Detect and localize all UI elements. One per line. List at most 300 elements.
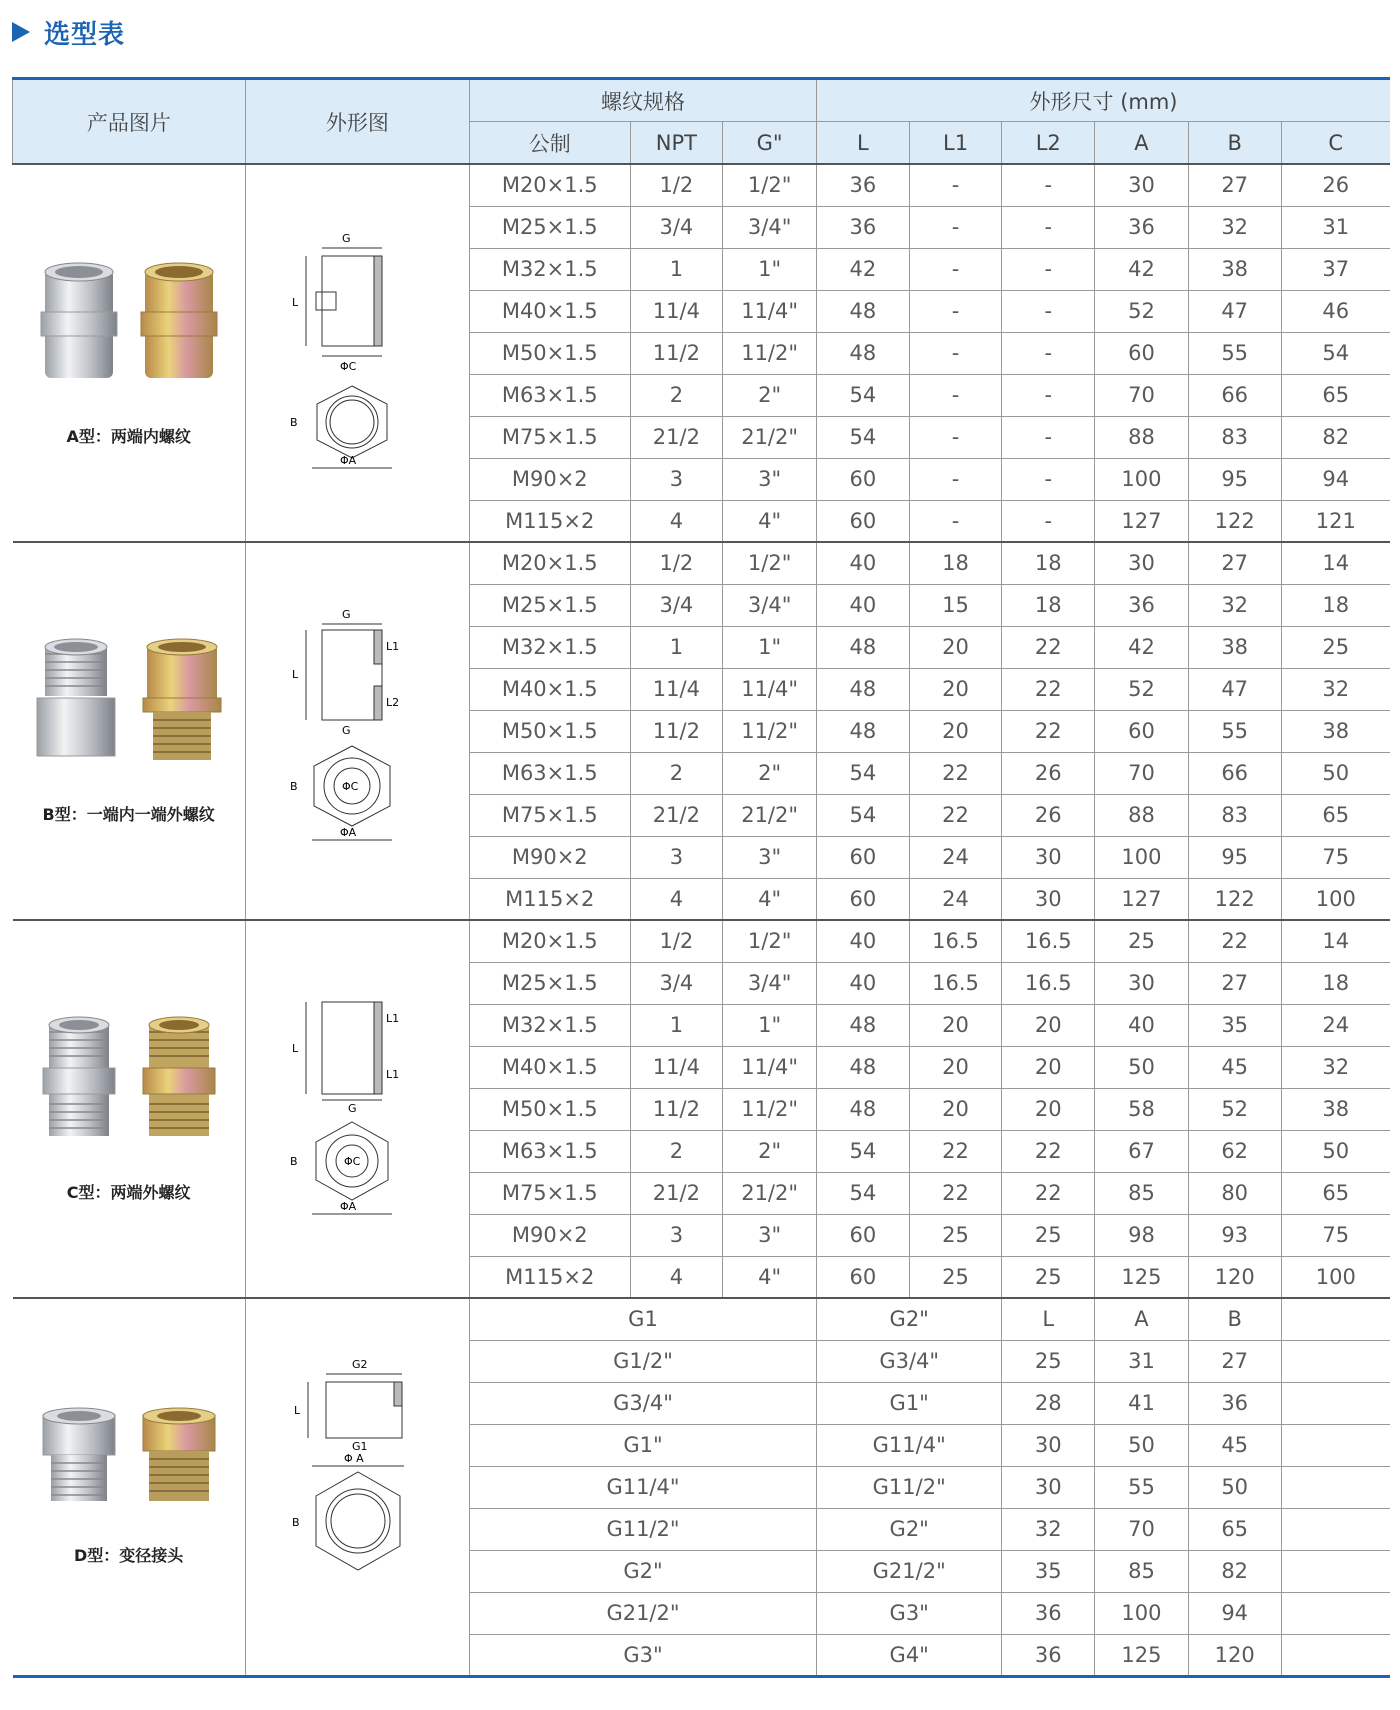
cell: M32×1.5 [469,248,630,290]
cell: 11/2" [723,710,817,752]
cell: 98 [1095,1214,1189,1256]
header-drawing: 外形图 [245,79,469,165]
cell: 3/4" [723,584,817,626]
drawing-label: G2 [352,1358,368,1372]
cell: 48 [817,1088,910,1130]
cell: 55 [1188,332,1281,374]
cell: 30 [1095,164,1189,206]
cell: 22 [909,1130,1002,1172]
cell: 3 [630,836,723,878]
cell: 60 [1095,710,1189,752]
cell: M25×1.5 [469,584,630,626]
cell: G11/2" [817,1466,1002,1508]
cell: 18 [1281,584,1390,626]
cell: 21/2" [723,1172,817,1214]
cell: 20 [909,710,1002,752]
cell: 25 [1002,1256,1095,1298]
cell: G2" [469,1550,816,1592]
cell: G1" [469,1424,816,1466]
cell: 121 [1281,500,1390,542]
cell: 18 [909,542,1002,584]
cell: 1 [630,626,723,668]
cell: 48 [817,1046,910,1088]
drawing-label: B [290,1154,298,1168]
cell: M40×1.5 [469,668,630,710]
cell: 32 [1188,206,1281,248]
cell: M32×1.5 [469,1004,630,1046]
drawing-label: ΦC [340,359,357,373]
cell: 31 [1281,206,1390,248]
cell: 24 [909,878,1002,920]
cell: 1 [630,248,723,290]
triangle-bullet-icon [12,22,30,42]
cell: 54 [817,752,910,794]
drawing-label: G1 [352,1440,368,1454]
cell: 25 [909,1214,1002,1256]
cell: 42 [1095,248,1189,290]
col-header: 公制 [469,122,630,165]
drawing-label: G [348,1101,357,1115]
cell [1281,1298,1390,1340]
cell: 11/4" [723,668,817,710]
cell: 60 [1095,332,1189,374]
cell: G11/4" [469,1466,816,1508]
cell: 21/2" [723,794,817,836]
cell: 30 [1002,836,1095,878]
cell: 93 [1188,1214,1281,1256]
cell: 24 [1281,1004,1390,1046]
cell: - [1002,164,1095,206]
col-header: L [817,122,910,165]
drawing-label: L1 [386,1067,400,1081]
cell: 40 [817,542,910,584]
cell: 36 [1095,206,1189,248]
cell: - [1002,500,1095,542]
cell: 2" [723,374,817,416]
section-title [12,14,125,50]
cell: 65 [1188,1508,1281,1550]
cell: 54 [817,794,910,836]
cell [1281,1592,1390,1634]
cell: 1" [723,626,817,668]
cell: 52 [1188,1088,1281,1130]
cell: 25 [1002,1340,1095,1382]
cell: 30 [1002,1424,1095,1466]
cell: 38 [1188,626,1281,668]
technical-drawing-icon [282,604,432,854]
cell: 65 [1281,374,1390,416]
cell: 11/2 [630,1088,723,1130]
cell: 75 [1281,836,1390,878]
cell: 30 [1095,962,1189,1004]
cell: 122 [1188,500,1281,542]
cell: 65 [1281,794,1390,836]
cell: 46 [1281,290,1390,332]
cell: 1/2" [723,164,817,206]
chrome-reducer-icon [39,1407,119,1507]
cell: 4 [630,878,723,920]
cell: 22 [1002,710,1095,752]
cell: 1/2 [630,920,723,962]
cell: G2" [817,1298,1002,1340]
col-header: L2 [1002,122,1095,165]
cell: 82 [1188,1550,1281,1592]
cell: 36 [1002,1634,1095,1676]
cell: 25 [1281,626,1390,668]
cell: 28 [1002,1382,1095,1424]
cell: 80 [1188,1172,1281,1214]
cell: 48 [817,290,910,332]
cell: 48 [817,626,910,668]
cell: 16.5 [1002,920,1095,962]
cell: 1" [723,248,817,290]
cell [1281,1508,1390,1550]
cell: 55 [1095,1466,1189,1508]
cell: 4 [630,500,723,542]
cell: 54 [817,374,910,416]
drawing-label: L [292,295,299,309]
product-photo-a [13,164,246,542]
cell: - [909,374,1002,416]
drawing-label: L [292,667,299,681]
cell: 14 [1281,542,1390,584]
cell [1281,1466,1390,1508]
cell: M90×2 [469,836,630,878]
product-photo-b [13,542,246,920]
cell: 50 [1188,1466,1281,1508]
cell: M63×1.5 [469,1130,630,1172]
cell: 4" [723,500,817,542]
cell: 42 [817,248,910,290]
cell: 27 [1188,1340,1281,1382]
cell: 16.5 [909,920,1002,962]
cell: 22 [1002,668,1095,710]
cell: 82 [1281,416,1390,458]
cell: 1/2 [630,164,723,206]
technical-drawing-icon [282,1354,432,1614]
cell: G11/2" [469,1508,816,1550]
cell: 54 [817,1130,910,1172]
cell: M115×2 [469,500,630,542]
col-header: A [1095,122,1189,165]
cell: 67 [1095,1130,1189,1172]
cell: 95 [1188,836,1281,878]
cell: 22 [1002,626,1095,668]
cell: - [909,206,1002,248]
cell: M32×1.5 [469,626,630,668]
cell: 20 [909,626,1002,668]
cell: 94 [1188,1592,1281,1634]
cell: 11/2 [630,332,723,374]
cell: 1/2" [723,920,817,962]
cell: - [1002,290,1095,332]
cell: - [909,290,1002,332]
cell: 48 [817,1004,910,1046]
cell: 26 [1002,794,1095,836]
cell: L [1002,1298,1095,1340]
cell: - [909,248,1002,290]
cell: 38 [1281,1088,1390,1130]
cell: 30 [1095,542,1189,584]
cell: - [909,164,1002,206]
cell: 2 [630,1130,723,1172]
cell: 11/4 [630,1046,723,1088]
caption-type-b: B型：一端内一端外螺纹 [42,804,215,824]
cell: 58 [1095,1088,1189,1130]
cell: 62 [1188,1130,1281,1172]
cell: 20 [909,668,1002,710]
cell: 21/2 [630,416,723,458]
cell: 26 [1281,164,1390,206]
cell: 32 [1188,584,1281,626]
cell: 65 [1281,1172,1390,1214]
cell: - [909,458,1002,500]
drawing-label: L2 [386,695,400,709]
cell: 36 [817,164,910,206]
cell: 55 [1188,710,1281,752]
drawing-label: B [290,415,298,429]
cell: 122 [1188,878,1281,920]
cell: G1" [817,1382,1002,1424]
cell: 38 [1281,710,1390,752]
cell: 120 [1188,1634,1281,1676]
cell: 100 [1281,1256,1390,1298]
cell: 26 [1002,752,1095,794]
cell: 22 [909,1172,1002,1214]
cell: 36 [1188,1382,1281,1424]
cell: 36 [1002,1592,1095,1634]
brass-nipple-icon [139,1016,219,1144]
cell: 36 [1095,584,1189,626]
cell: 83 [1188,416,1281,458]
col-header: B [1188,122,1281,165]
cell: 20 [909,1004,1002,1046]
cell: G3" [469,1634,816,1676]
cell: 3 [630,1214,723,1256]
cell: 35 [1002,1550,1095,1592]
cell: 22 [1002,1172,1095,1214]
cell: 40 [817,584,910,626]
cell: 3/4 [630,206,723,248]
cell: 20 [1002,1046,1095,1088]
cell: 35 [1188,1004,1281,1046]
page-title: 选型表 [44,19,126,50]
brass-adapter-icon [139,638,225,766]
cell: 22 [909,752,1002,794]
cell: 85 [1095,1172,1189,1214]
cell: G3/4" [469,1382,816,1424]
cell: 70 [1095,752,1189,794]
cell: 45 [1188,1046,1281,1088]
cell: - [1002,458,1095,500]
cell: 47 [1188,290,1281,332]
cell: 11/4 [630,668,723,710]
drawing-label: B [292,1516,300,1530]
cell: 22 [909,794,1002,836]
cell: 4" [723,1256,817,1298]
cell: 16.5 [909,962,1002,1004]
drawing-label: ΦA [340,825,357,839]
cell: 2" [723,752,817,794]
cell: 54 [817,1172,910,1214]
drawing-a [245,164,469,542]
cell: 36 [817,206,910,248]
cell: 11/4 [630,290,723,332]
col-header: L1 [909,122,1002,165]
cell: 27 [1188,962,1281,1004]
cell: 45 [1188,1424,1281,1466]
cell: M75×1.5 [469,1172,630,1214]
cell: M40×1.5 [469,290,630,332]
cell: 70 [1095,374,1189,416]
cell: G1 [469,1298,816,1340]
cell: 42 [1095,626,1189,668]
cell: 18 [1281,962,1390,1004]
cell: 20 [909,1046,1002,1088]
caption-type-c: C型：两端外螺纹 [66,1182,191,1202]
cell: 30 [1002,878,1095,920]
cell: 47 [1188,668,1281,710]
chrome-coupling-icon [39,260,119,388]
cell: 3/4" [723,962,817,1004]
cell: 14 [1281,920,1390,962]
cell: 25 [909,1256,1002,1298]
cell: 3" [723,1214,817,1256]
cell: G2" [817,1508,1002,1550]
drawing-b [245,542,469,920]
drawing-label: G [342,723,351,737]
cell: M75×1.5 [469,416,630,458]
cell: G21/2" [817,1550,1002,1592]
cell: 1" [723,1004,817,1046]
chrome-nipple-icon [39,1016,119,1144]
drawing-c [245,920,469,1298]
cell: M20×1.5 [469,164,630,206]
cell: 24 [909,836,1002,878]
cell: 11/2" [723,1088,817,1130]
cell: 1/2 [630,542,723,584]
cell: 54 [817,416,910,458]
cell: 50 [1281,1130,1390,1172]
cell: - [1002,206,1095,248]
cell: 30 [1002,1466,1095,1508]
caption-type-d: D型：变径接头 [74,1546,184,1566]
header-thread-spec: 螺纹规格 [469,79,816,122]
cell: 32 [1002,1508,1095,1550]
cell: 22 [1188,920,1281,962]
cell: 52 [1095,290,1189,332]
drawing-label: Φ A [344,1452,365,1466]
cell: 1/2" [723,542,817,584]
drawing-label: G [342,231,351,245]
cell [1281,1424,1390,1466]
cell: G11/4" [817,1424,1002,1466]
col-header: C [1281,122,1390,165]
cell: 2 [630,752,723,794]
cell: 4 [630,1256,723,1298]
cell: 66 [1188,374,1281,416]
cell: 21/2" [723,416,817,458]
cell: 27 [1188,542,1281,584]
cell: 25 [1095,920,1189,962]
cell: 37 [1281,248,1390,290]
cell: 54 [1281,332,1390,374]
caption-type-a: A型：两端内螺纹 [66,426,191,446]
col-header: G" [723,122,817,165]
cell: 4" [723,878,817,920]
cell: 18 [1002,542,1095,584]
cell: 88 [1095,794,1189,836]
drawing-label: B [290,779,298,793]
cell: 3/4 [630,962,723,1004]
technical-drawing-icon [282,982,432,1232]
cell: M90×2 [469,458,630,500]
cell: 75 [1281,1214,1390,1256]
cell: 32 [1281,1046,1390,1088]
cell: 40 [817,962,910,1004]
cell: G4" [817,1634,1002,1676]
cell: 127 [1095,500,1189,542]
brass-coupling-icon [139,260,219,388]
cell: 27 [1188,164,1281,206]
cell: 60 [817,458,910,500]
cell: M63×1.5 [469,374,630,416]
cell: - [1002,332,1095,374]
cell: 85 [1095,1550,1189,1592]
cell: M115×2 [469,878,630,920]
cell: G21/2" [469,1592,816,1634]
selection-table [12,77,1390,1678]
cell: G3" [817,1592,1002,1634]
cell: 94 [1281,458,1390,500]
drawing-label: G [342,607,351,621]
cell: 83 [1188,794,1281,836]
cell: A [1095,1298,1189,1340]
cell: 21/2 [630,794,723,836]
cell: 40 [1095,1004,1189,1046]
cell: M115×2 [469,1256,630,1298]
cell: 11/4" [723,290,817,332]
cell: - [909,416,1002,458]
cell: G3/4" [817,1340,1002,1382]
drawing-label: ΦC [342,779,359,793]
cell: 22 [1002,1130,1095,1172]
cell: M50×1.5 [469,710,630,752]
cell: 120 [1188,1256,1281,1298]
cell: 11/4" [723,1046,817,1088]
header-dimensions: 外形尺寸 (mm) [817,79,1390,122]
cell: 3/4 [630,584,723,626]
cell: M75×1.5 [469,794,630,836]
cell: 88 [1095,416,1189,458]
cell [1281,1634,1390,1676]
cell: G1/2" [469,1340,816,1382]
technical-drawing-icon [282,226,432,476]
cell: 38 [1188,248,1281,290]
cell: 60 [817,500,910,542]
brass-reducer-icon [139,1407,219,1507]
drawing-label: L1 [386,639,400,653]
cell: 2" [723,1130,817,1172]
cell: 50 [1095,1046,1189,1088]
cell: 1 [630,1004,723,1046]
drawing-label: L [294,1404,301,1418]
cell: - [1002,416,1095,458]
cell: M20×1.5 [469,542,630,584]
cell [1281,1340,1390,1382]
cell: 60 [817,878,910,920]
cell: M63×1.5 [469,752,630,794]
